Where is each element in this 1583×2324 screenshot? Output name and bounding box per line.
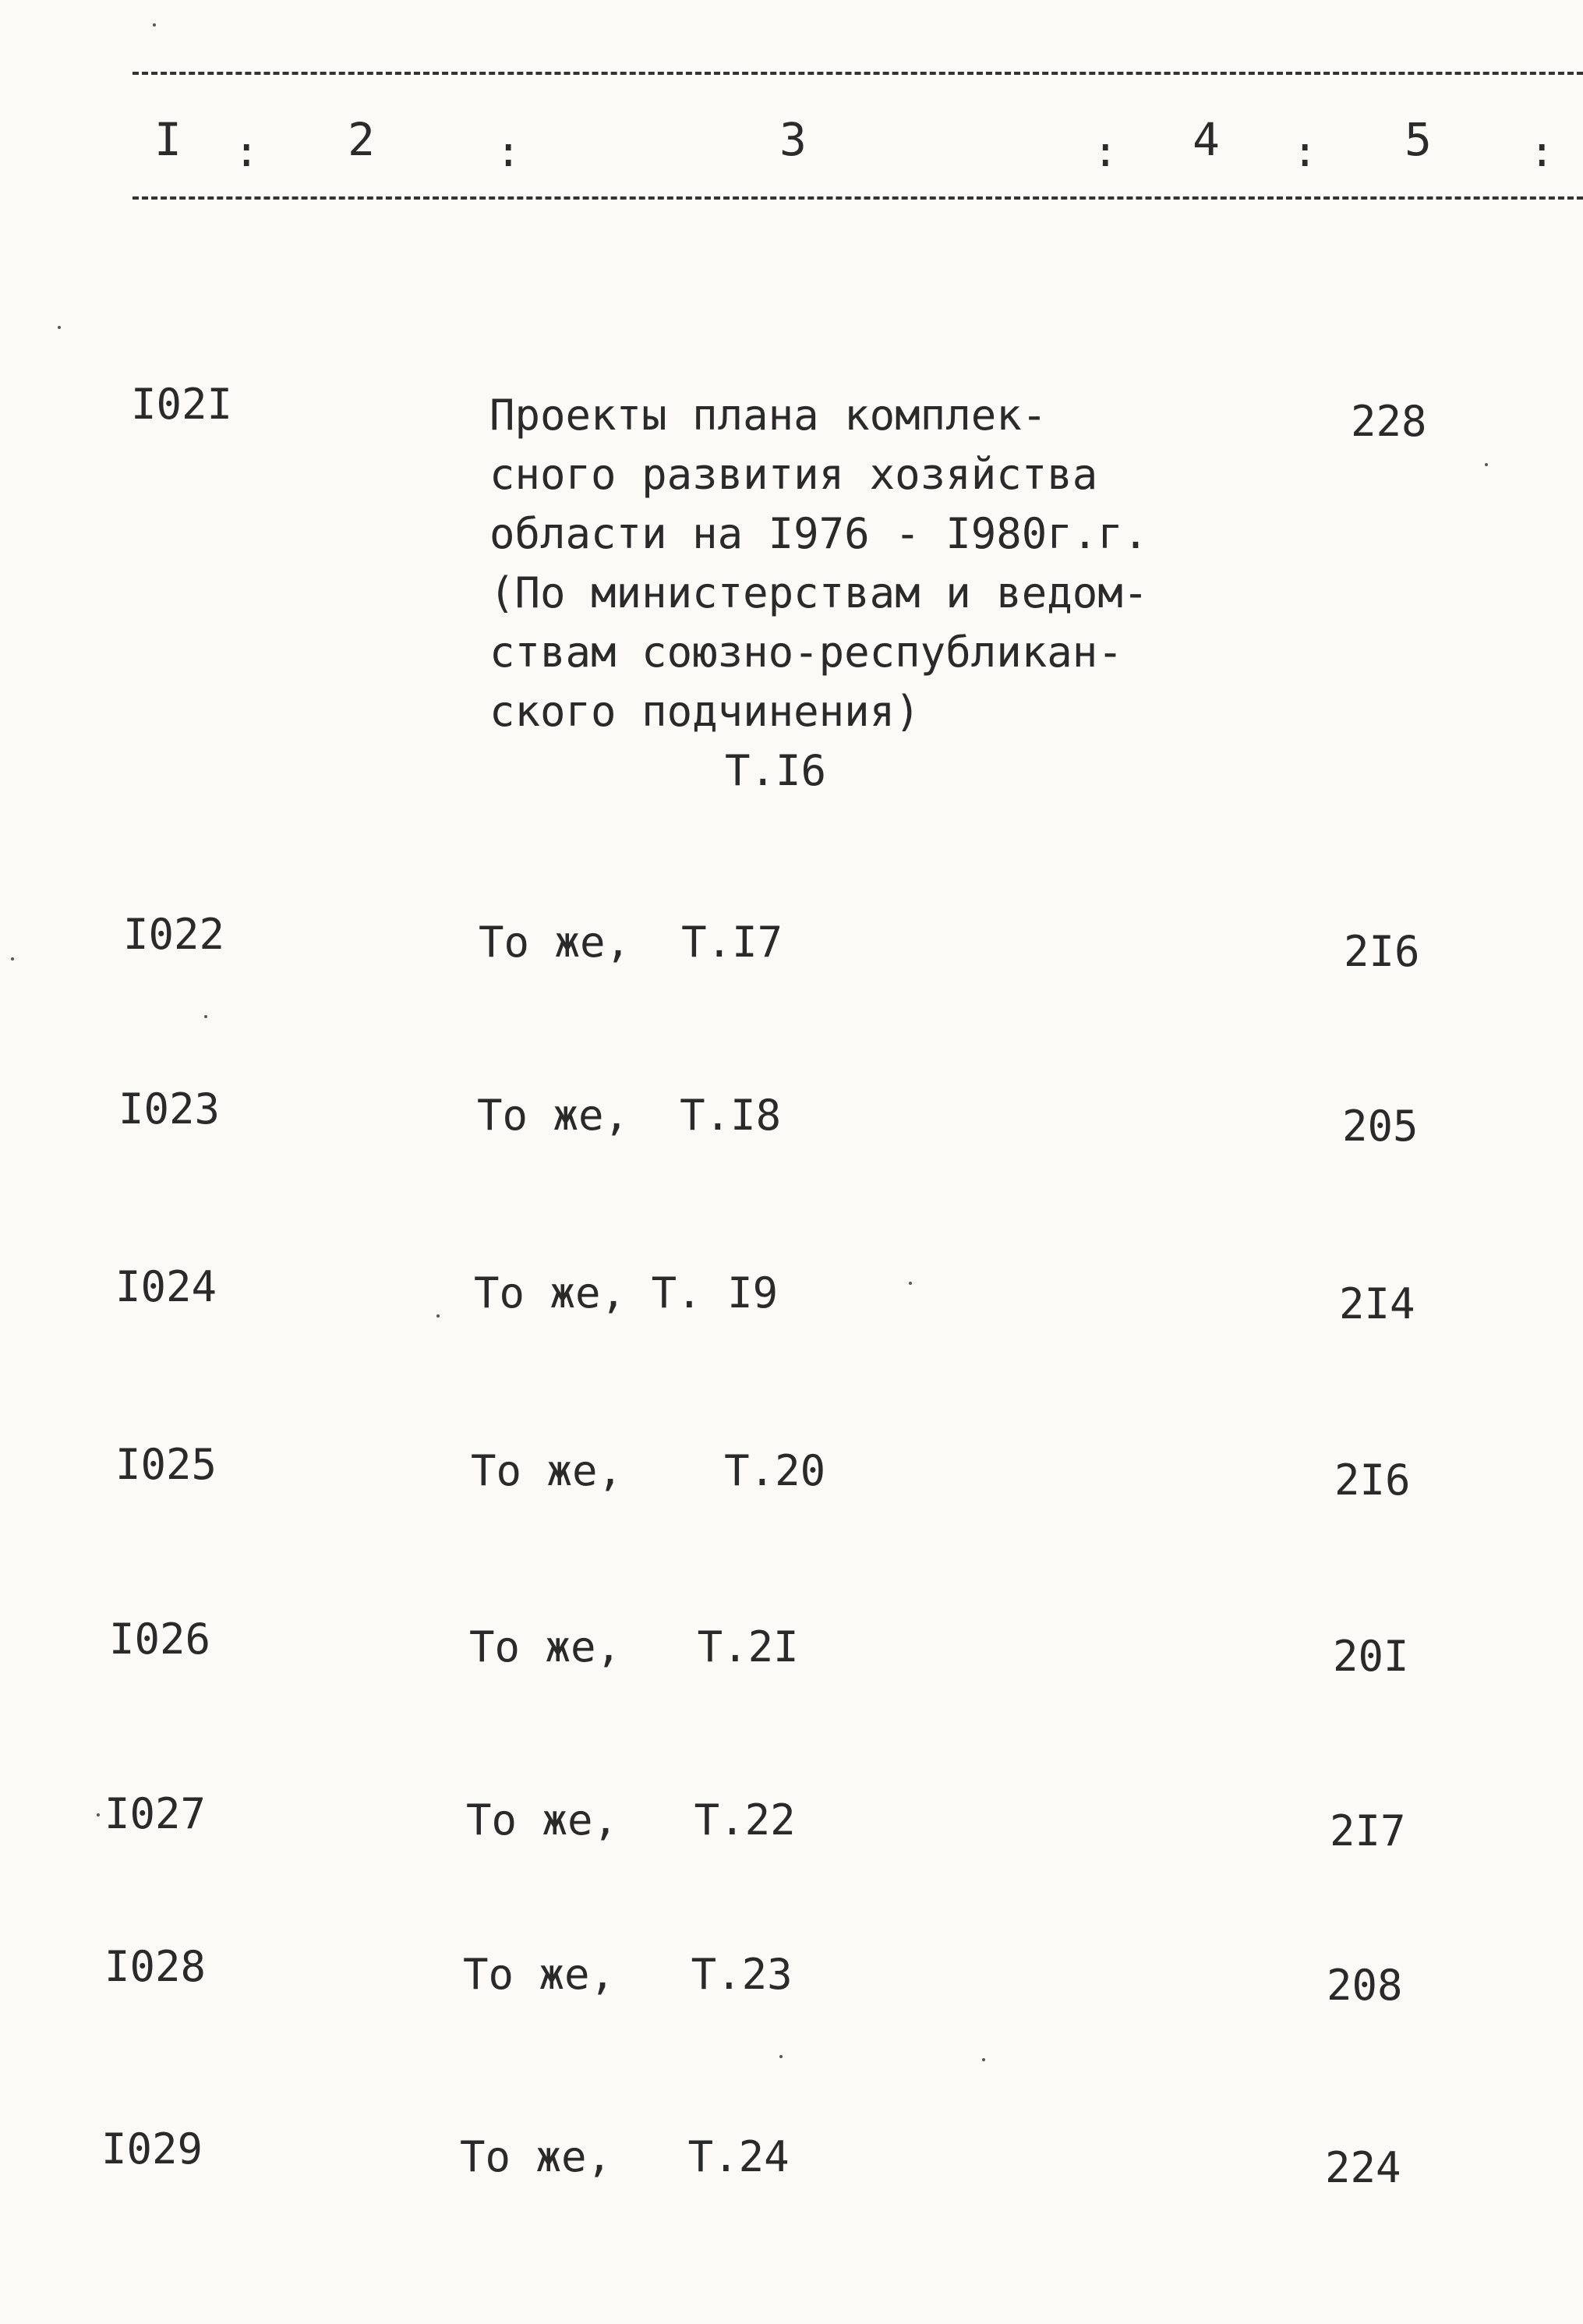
entry-description: То же, Т.20 [471,1446,826,1495]
entry-description [489,386,1148,801]
header-col-5: 5 [1405,113,1432,166]
entry-description: То же, Т.23 [463,1950,793,1999]
entry-description: То же, Т.24 [460,2132,790,2181]
entry-number: I02I [131,380,233,429]
header-separator: : [496,127,521,176]
scan-speck [204,1015,207,1018]
sheet-count: 2I4 [1339,1279,1415,1328]
entry-description: То же, Т.I7 [479,918,783,967]
scan-speck [982,2058,985,2061]
sheet-count: 2I6 [1344,927,1420,976]
header-bottom-rule [133,196,1583,200]
sheet-count: 2I7 [1330,1806,1406,1855]
header-col-2: 2 [348,113,375,166]
description-line: ствам союзно-республикан- [489,628,1123,677]
description-line: Проекты плана комплек- [489,391,1048,440]
sheet-count: 205 [1342,1102,1419,1151]
entry-number: I026 [109,1615,211,1664]
description-line: сного развития хозяйства [489,450,1098,499]
entry-description: То же, Т. I9 [474,1268,779,1318]
scan-speck [97,1813,100,1816]
entry-number: I024 [115,1262,217,1311]
sheet-count: 228 [1351,397,1427,446]
header-separator: : [1093,127,1118,176]
entry-description: То же, Т.I8 [477,1091,782,1140]
scan-speck [153,23,156,27]
entry-description: То же, Т.22 [466,1795,796,1845]
sheet-count: 208 [1327,1961,1403,2010]
entry-description: То же, Т.2I [469,1622,799,1671]
header-separator: : [1529,127,1555,176]
entry-number: I028 [104,1942,207,1991]
header-separator: : [234,127,260,176]
description-line: ского подчинения) [489,687,920,736]
sheet-count: 224 [1325,2143,1401,2192]
scan-speck [436,1314,440,1318]
volume-label: Т.I6 [725,746,827,795]
entry-number: I023 [118,1084,221,1134]
entry-number: I025 [115,1440,217,1489]
header-col-4: 4 [1193,113,1220,166]
entry-number: I022 [123,910,225,959]
scan-speck [11,957,14,960]
scan-speck [58,326,61,329]
sheet-count: 20I [1333,1632,1409,1681]
description-line: (По министерствам и ведом- [489,568,1149,617]
header-top-rule [133,72,1583,75]
header-col-3: 3 [779,113,807,166]
scan-speck [779,2055,783,2058]
header-col-1: I [154,113,182,166]
scan-speck [909,1282,912,1285]
entry-number: I027 [104,1789,207,1838]
header-separator: : [1292,127,1318,176]
entry-number: I029 [101,2124,203,2174]
scan-speck [1485,463,1488,466]
sheet-count: 2I6 [1334,1456,1411,1505]
description-line: области на I976 - I980г.г. [489,509,1149,558]
